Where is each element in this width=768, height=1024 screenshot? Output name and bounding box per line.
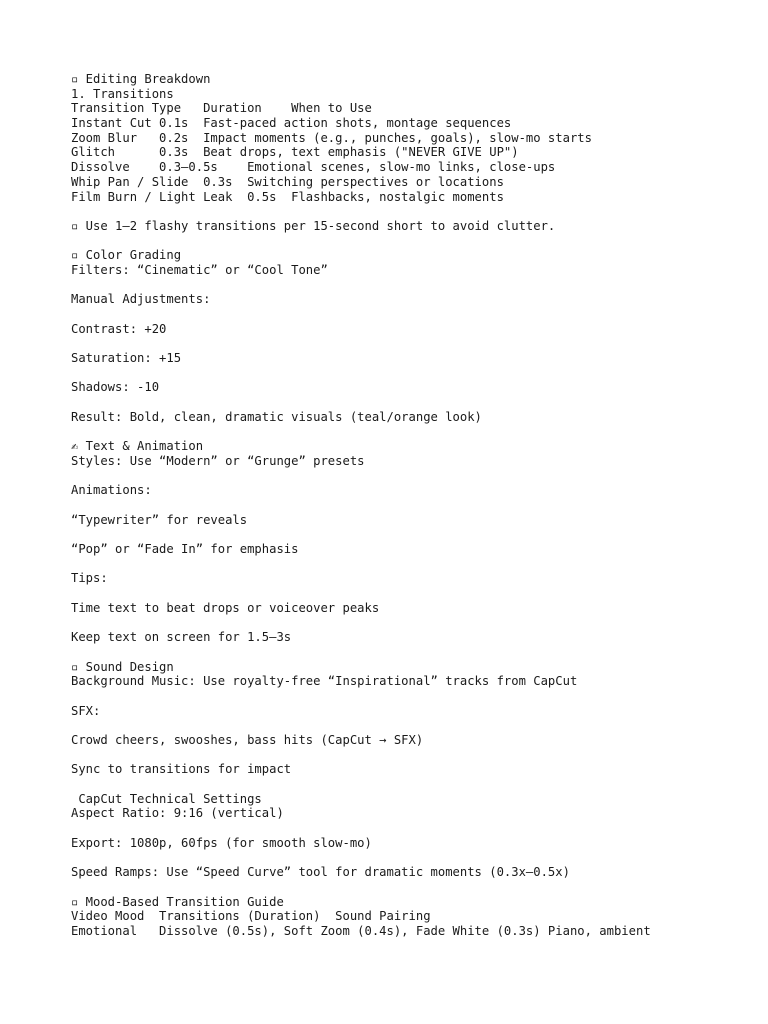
text-line: Crowd cheers, swooshes, bass hits (CapCut → SFX) bbox=[71, 732, 424, 747]
blank-line bbox=[71, 469, 761, 484]
text-line: Glitch 0.3s Beat drops, text emphasis ("NEVER GIVE UP") bbox=[71, 145, 519, 160]
blank-line bbox=[71, 498, 761, 513]
text-line: Filters: “Cinematic” or “Cool Tone” bbox=[71, 262, 328, 277]
blank-line bbox=[71, 850, 761, 865]
text-line: Manual Adjustments: bbox=[71, 292, 211, 307]
text-line: Zoom Blur 0.2s Impact moments (e.g., punches, goals), slow-mo starts bbox=[71, 130, 592, 145]
text-line: Speed Ramps: Use “Speed Curve” tool for dramatic moments (0.3x–0.5x) bbox=[71, 865, 570, 880]
text-line: Animations: bbox=[71, 483, 152, 498]
blank-line bbox=[71, 586, 761, 601]
text-line: Aspect Ratio: 9:16 (vertical) bbox=[71, 806, 284, 821]
text-line: Time text to beat drops or voiceover peaks bbox=[71, 600, 380, 615]
blank-line bbox=[71, 336, 761, 351]
blank-line bbox=[71, 880, 761, 895]
text-line: Film Burn / Light Leak 0.5s Flashbacks, nostalgic moments bbox=[71, 189, 504, 204]
text-line: Instant Cut 0.1s Fast-paced action shots, montage sequences bbox=[71, 116, 512, 131]
blank-line bbox=[71, 645, 761, 660]
blank-line bbox=[71, 527, 761, 542]
text-line: Styles: Use “Modern” or “Grunge” presets bbox=[71, 453, 365, 468]
text-line: Result: Bold, clean, dramatic visuals (teal/orange look) bbox=[71, 409, 482, 424]
blank-line bbox=[71, 395, 761, 410]
blank-line bbox=[71, 425, 761, 440]
text-line: “Typewriter” for reveals bbox=[71, 512, 248, 527]
text-line: ✍ Text & Animation bbox=[71, 439, 204, 454]
text-line: Background Music: Use royalty-free “Inspirational” tracks from CapCut bbox=[71, 674, 578, 689]
text-line: 1. Transitions bbox=[71, 86, 174, 101]
blank-line bbox=[71, 234, 761, 249]
blank-line bbox=[71, 615, 761, 630]
text-line: Tips: bbox=[71, 571, 108, 586]
text-line: Sync to transitions for impact bbox=[71, 762, 292, 777]
text-line: SFX: bbox=[71, 703, 101, 718]
blank-line bbox=[71, 748, 761, 763]
blank-line bbox=[71, 821, 761, 836]
text-line: Dissolve 0.3–0.5s Emotional scenes, slow-mo links, close-ups bbox=[71, 160, 556, 175]
blank-line bbox=[71, 557, 761, 572]
blank-line bbox=[71, 204, 761, 219]
text-line: Emotional Dissolve (0.5s), Soft Zoom (0.4s), Fade White (0.3s) Piano, ambient bbox=[71, 923, 651, 938]
blank-line bbox=[71, 307, 761, 322]
blank-line bbox=[71, 689, 761, 704]
text-line: ▫ Color Grading bbox=[71, 248, 182, 263]
text-line: Saturation: +15 bbox=[71, 351, 182, 366]
text-line: Shadows: -10 bbox=[71, 380, 160, 395]
text-line: Video Mood Transitions (Duration) Sound Pairing bbox=[71, 909, 431, 924]
text-line: Keep text on screen for 1.5–3s bbox=[71, 630, 292, 645]
text-line: Whip Pan / Slide 0.3s Switching perspectives or locations bbox=[71, 174, 504, 189]
text-line: CapCut Technical Settings bbox=[71, 791, 262, 806]
blank-line bbox=[71, 718, 761, 733]
text-line: Export: 1080p, 60fps (for smooth slow-mo) bbox=[71, 835, 372, 850]
text-line: “Pop” or “Fade In” for emphasis bbox=[71, 542, 299, 556]
blank-line bbox=[71, 366, 761, 381]
text-line: ▫ Sound Design bbox=[71, 659, 174, 674]
blank-line bbox=[71, 278, 761, 293]
text-line: ▫ Mood-Based Transition Guide bbox=[71, 894, 284, 909]
text-line: ▫ Use 1–2 flashy transitions per 15-second short to avoid clutter. bbox=[71, 218, 556, 233]
text-line: ▫ Editing Breakdown bbox=[71, 72, 211, 86]
text-line: Transition Type Duration When to Use bbox=[71, 101, 372, 116]
blank-line bbox=[71, 777, 761, 792]
document-body bbox=[71, 72, 761, 939]
text-line: Contrast: +20 bbox=[71, 321, 167, 336]
